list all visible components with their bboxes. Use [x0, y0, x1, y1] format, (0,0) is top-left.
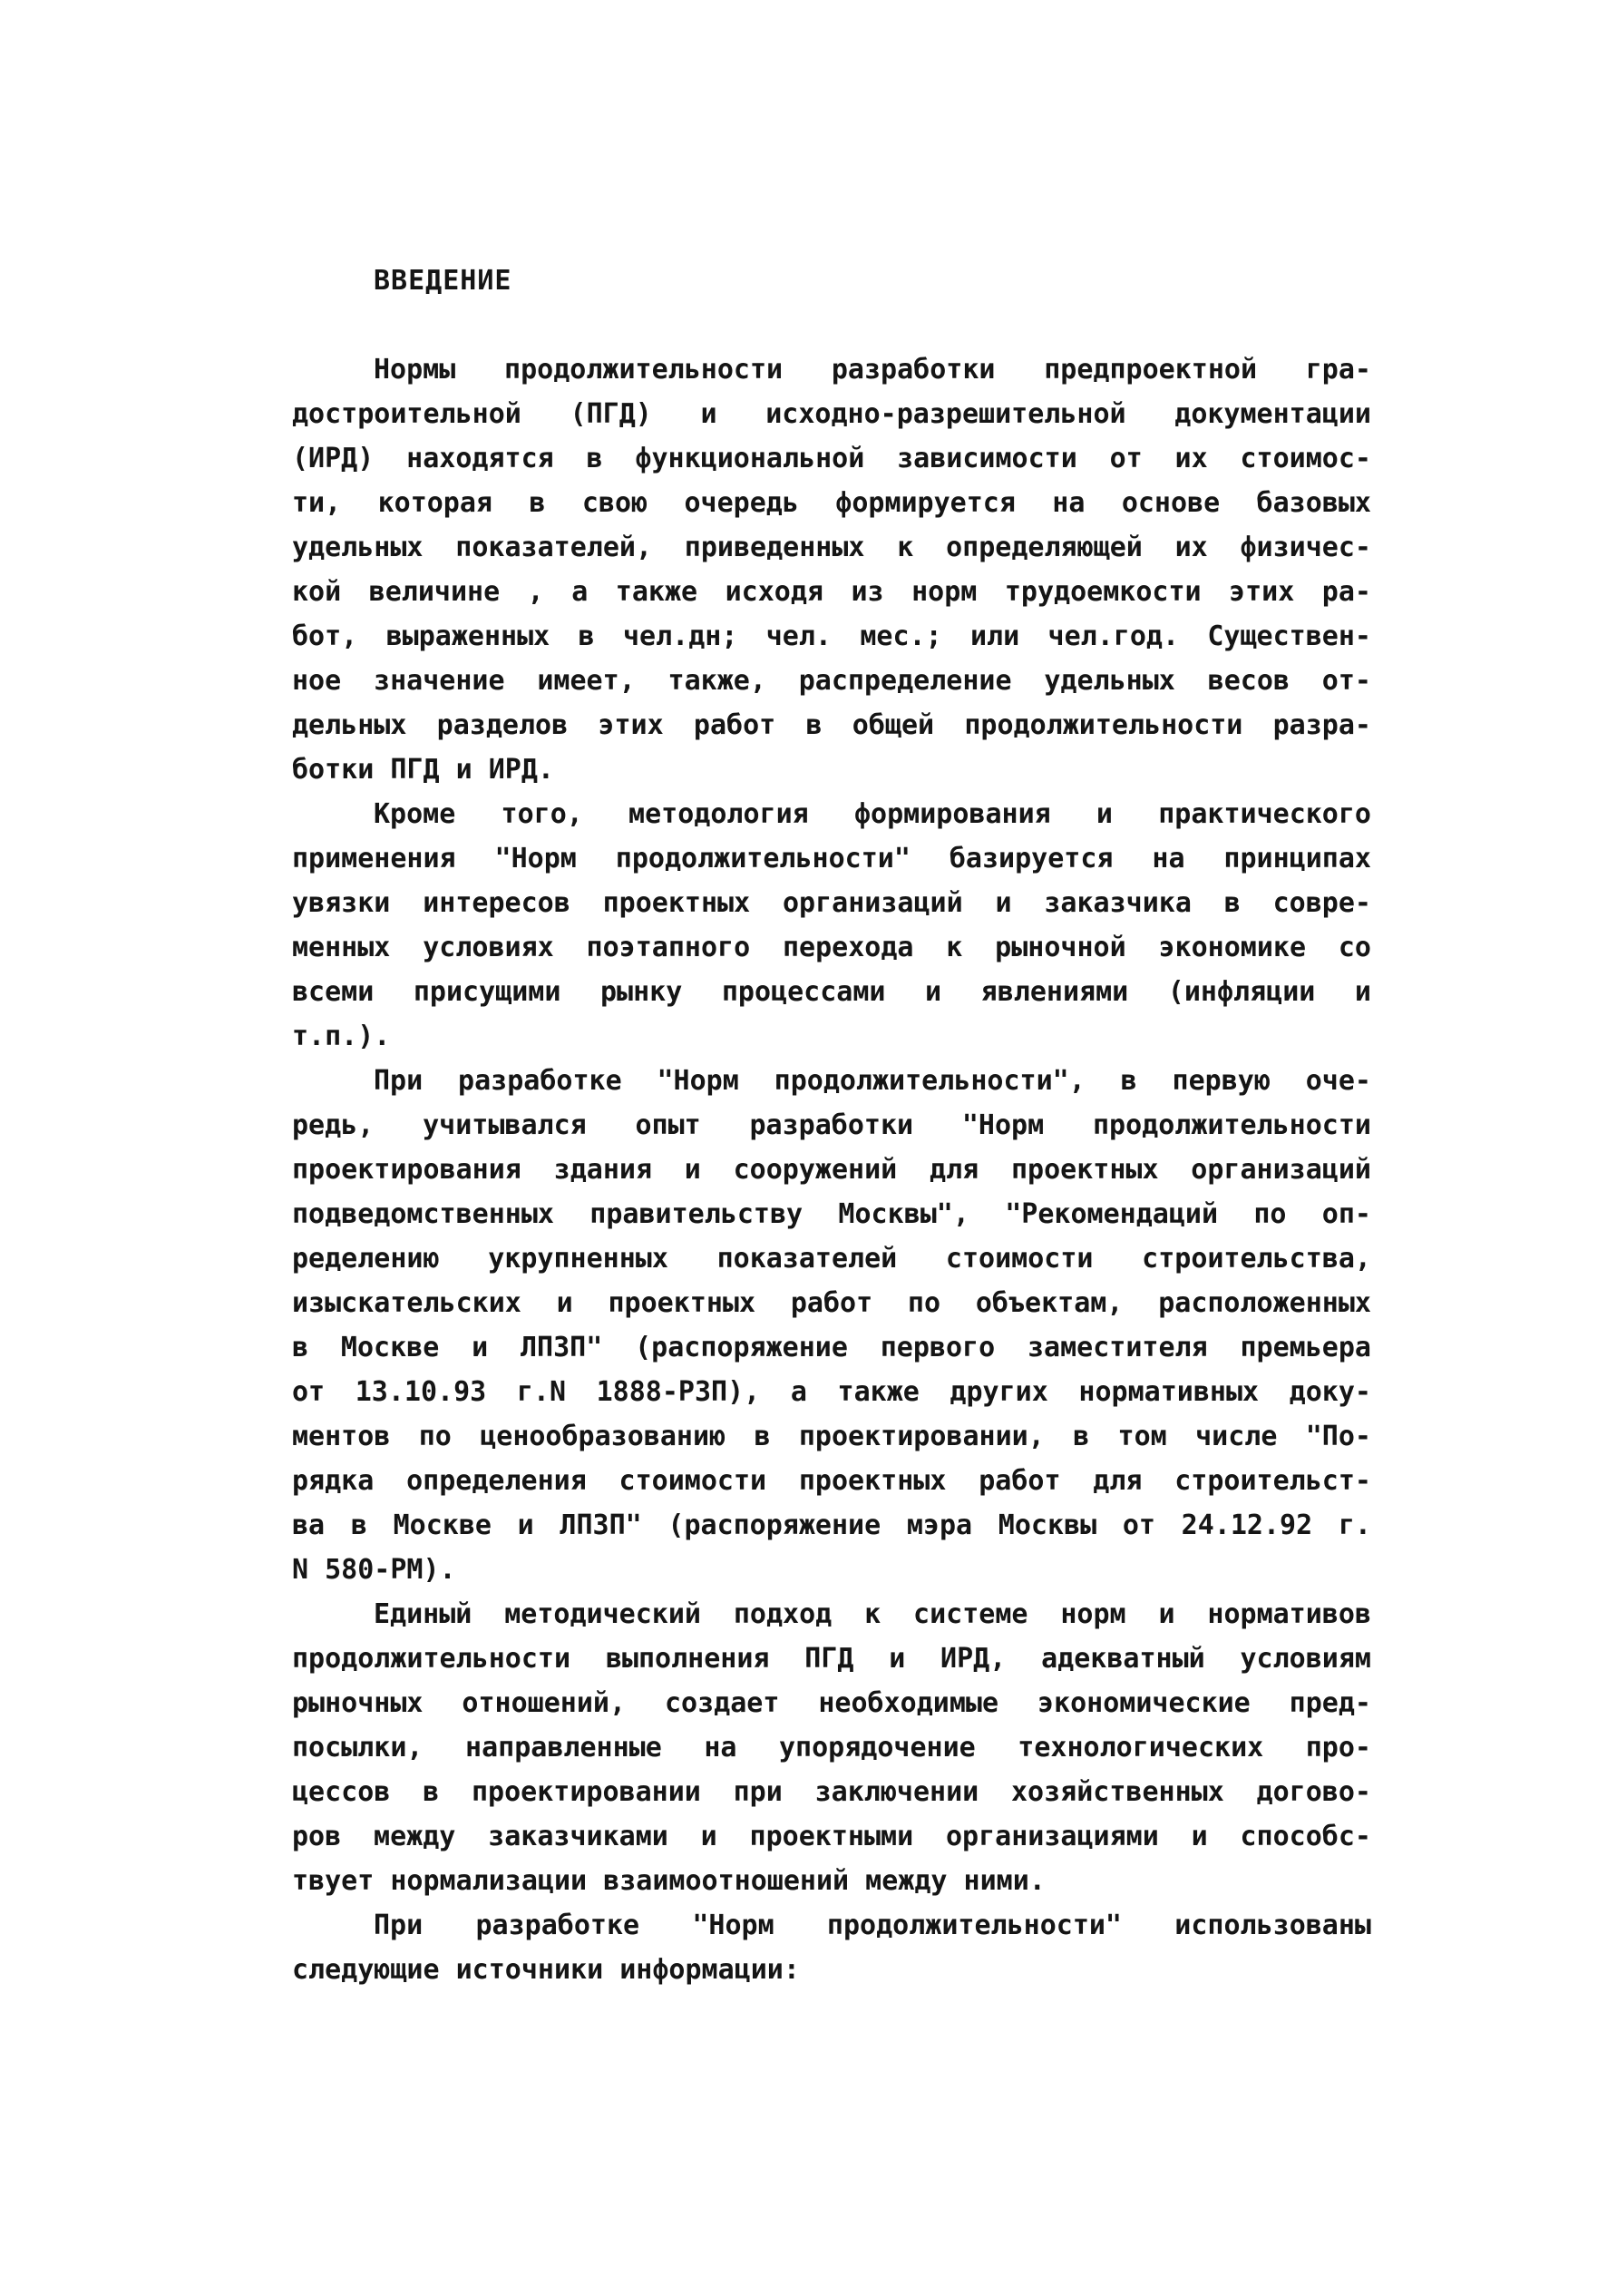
- text-line: увязки интересов проектных организаций и заказчика в совре-: [292, 887, 1371, 919]
- text-line: твует нормализации взаимоотношений между ними.: [292, 1865, 1046, 1897]
- text-line: менных условиях поэтапного перехода к рыночной экономике со: [292, 932, 1371, 963]
- paragraph: [292, 1592, 1371, 1903]
- text-line: Единый методический подход к системе норм и нормативов: [374, 1598, 1371, 1630]
- text-line: следующие источники информации:: [292, 1954, 800, 1986]
- paragraph: [292, 1903, 1371, 1992]
- text-line: При разработке "Норм продолжительности" использованы: [374, 1910, 1371, 1941]
- paragraph: [292, 1059, 1371, 1592]
- paragraph: [292, 347, 1371, 792]
- text-line: от 13.10.93 г.N 1888-РЗП), а также других нормативных доку-: [292, 1376, 1371, 1408]
- text-line: ментов по ценообразованию в проектировании, в том числе "По-: [292, 1421, 1371, 1452]
- text-line: посылки, направленные на упорядочение технологических про-: [292, 1732, 1371, 1764]
- text-line: N 580-РМ).: [292, 1554, 456, 1586]
- text-line: кой величине , а также исходя из норм трудоемкости этих ра-: [292, 576, 1371, 608]
- text-line: в Москве и ЛПЗП" (распоряжение первого заместителя премьера: [292, 1332, 1371, 1363]
- text-line: ти, которая в свою очередь формируется на основе базовых: [292, 487, 1371, 519]
- text-line: дельных разделов этих работ в общей продолжительности разра-: [292, 709, 1371, 741]
- text-line: подведомственных правительству Москвы", "Рекомендаций по оп-: [292, 1198, 1371, 1230]
- text-line: При разработке "Норм продолжительности", в первую оче-: [374, 1065, 1371, 1097]
- text-line: бот, выраженных в чел.дн; чел. мес.; или чел.год. Существен-: [292, 620, 1371, 652]
- text-line: ва в Москве и ЛПЗП" (распоряжение мэра Москвы от 24.12.92 г.: [292, 1509, 1371, 1541]
- text-line: ное значение имеет, также, распределение удельных весов от-: [292, 665, 1371, 697]
- text-line: ров между заказчиками и проектными организациями и способс-: [292, 1821, 1371, 1852]
- paragraphs-container: [292, 347, 1371, 1992]
- text-line: редь, учитывался опыт разработки "Норм продолжительности: [292, 1109, 1371, 1141]
- text-line: (ИРД) находятся в функциональной зависимости от их стоимос-: [292, 443, 1371, 474]
- section-heading: ВВЕДЕНИЕ: [374, 265, 512, 297]
- text-line: применения "Норм продолжительности" базируется на принципах: [292, 843, 1371, 874]
- text-line: ределению укрупненных показателей стоимости строительства,: [292, 1243, 1371, 1275]
- text-line: Кроме того, методология формирования и практического: [374, 798, 1371, 830]
- text-line: всеми присущими рынку процессами и явлениями (инфляции и: [292, 976, 1371, 1008]
- text-line: цессов в проектировании при заключении хозяйственных догово-: [292, 1776, 1371, 1808]
- text-line: ботки ПГД и ИРД.: [292, 754, 554, 786]
- text-line: Нормы продолжительности разработки предпроектной гра-: [374, 354, 1371, 386]
- text-line: достроительной (ПГД) и исходно-разрешительной документации: [292, 398, 1371, 430]
- text-line: т.п.).: [292, 1021, 391, 1052]
- text-line: продолжительности выполнения ПГД и ИРД, адекватный условиям: [292, 1643, 1371, 1675]
- paragraph: [292, 792, 1371, 1059]
- document-body: [292, 259, 1371, 1992]
- text-line: удельных показателей, приведенных к определяющей их физичес-: [292, 532, 1371, 563]
- text-line: изыскательских и проектных работ по объектам, расположенных: [292, 1287, 1371, 1319]
- text-line: рыночных отношений, создает необходимые экономические пред-: [292, 1687, 1371, 1719]
- text-line: рядка определения стоимости проектных работ для строительст-: [292, 1465, 1371, 1497]
- text-line: проектирования здания и сооружений для проектных организаций: [292, 1154, 1371, 1186]
